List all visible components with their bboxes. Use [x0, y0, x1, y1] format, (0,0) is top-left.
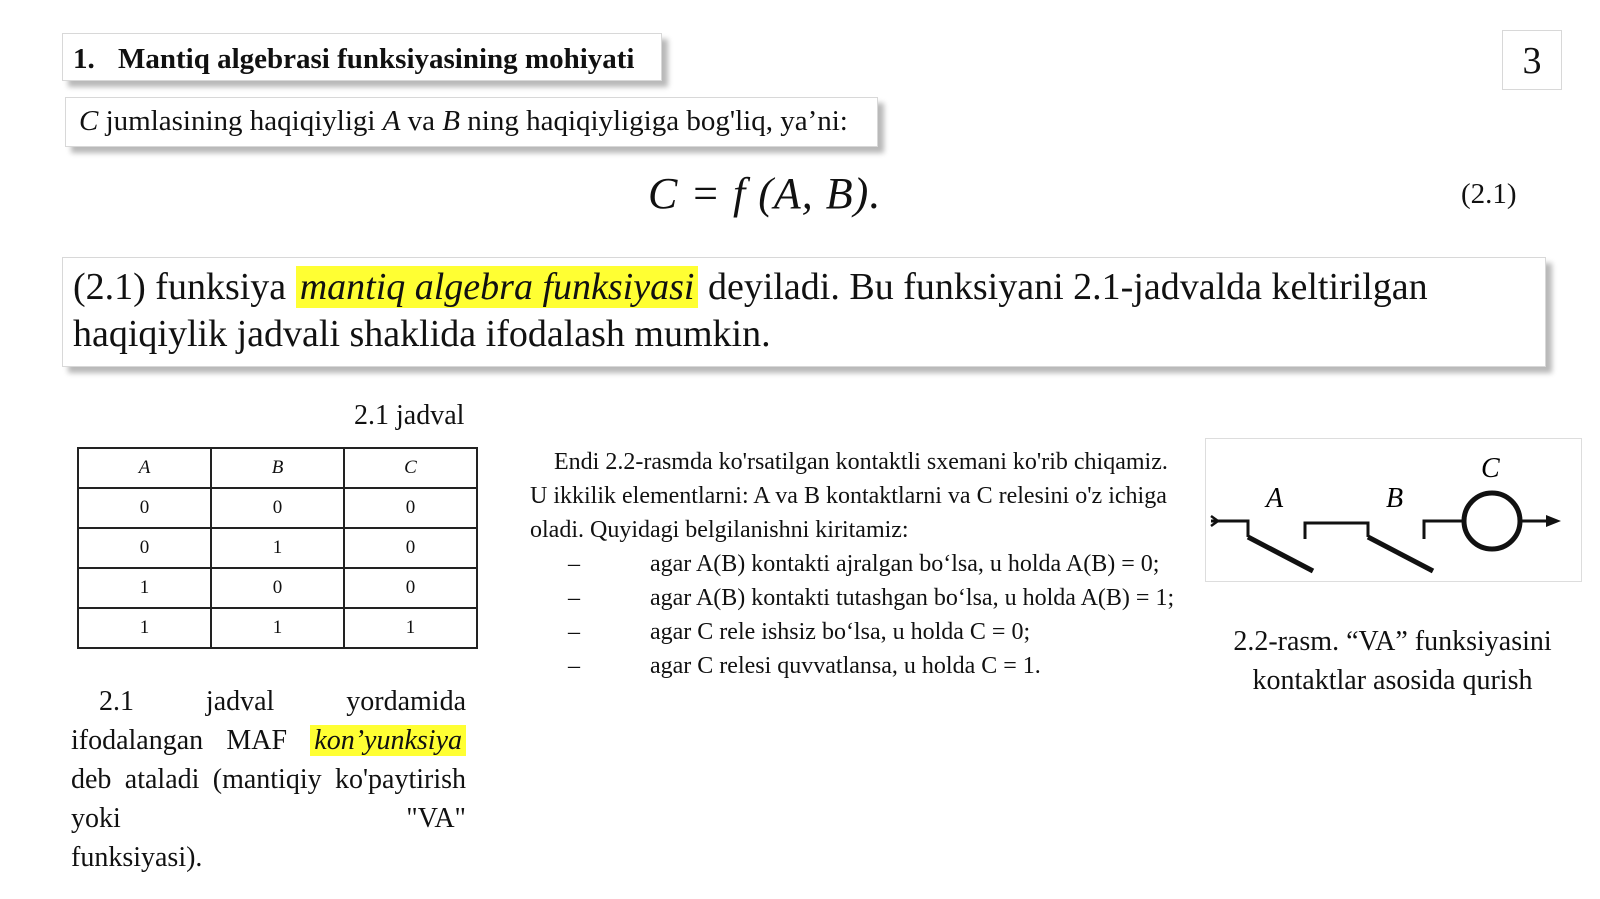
contact-item: [530, 649, 1185, 683]
output-arrow-icon: [1546, 515, 1561, 527]
formula: C = f (A, B).: [648, 169, 882, 218]
contact-diagram: [1205, 438, 1582, 582]
var-c: C: [79, 105, 99, 137]
dependency-box: [65, 97, 878, 147]
wire-b-out: [1424, 521, 1463, 539]
contact-intro: [530, 445, 1185, 547]
contact-diagram-svg: [1206, 439, 1581, 581]
page-number: 3: [1502, 30, 1562, 90]
contact-item-text: agar A(B) kontakti ajralgan bo‘lsa, u holda A(B) = 0;: [650, 551, 1160, 577]
contact-item: [530, 547, 1185, 581]
table-cell: 1: [344, 608, 477, 648]
table-header: A: [78, 448, 211, 488]
definition-prefix: (2.1) funksiya: [73, 266, 296, 308]
contact-intro-text: Endi 2.2-rasmda ko'rsatilgan kontaktli sxemani ko'rib chiqamiz. U ikkilik elementlarni: A va B kontaktlarni va C relesini o'z ichiga oladi. Quyidagi belgilanishni kiritamiz:: [530, 449, 1168, 543]
contact-item-text: agar A(B) kontakti tutashgan bo‘lsa, u holda A(B) = 1;: [650, 585, 1175, 611]
label-a: A: [1266, 483, 1284, 514]
formula-number: (2.1): [1461, 178, 1517, 210]
table-cell: 1: [78, 608, 211, 648]
definition-text: [73, 264, 1535, 358]
section-title: Mantiq algebrasi funksiyasining mohiyati: [118, 43, 635, 75]
table-row: [78, 528, 477, 568]
table-cell: 0: [211, 568, 344, 608]
section-title-box: [62, 33, 662, 81]
section-number: 1.: [73, 43, 95, 75]
relay-c-icon: [1464, 493, 1520, 549]
table-cell: 0: [344, 568, 477, 608]
contact-item: [530, 615, 1185, 649]
table-cell: 0: [78, 528, 211, 568]
table-header-row: [78, 448, 477, 488]
definition-highlight: mantiq algebra funksiyasi: [296, 266, 699, 308]
dash-bullet: –: [568, 653, 580, 679]
dash-bullet: –: [568, 619, 580, 645]
contact-b-icon: [1368, 537, 1433, 571]
dependency-text-3: ning haqiqiyligiga bog'liq, ya’ni:: [460, 105, 848, 137]
dependency-text-1: jumlasining haqiqiyligi: [98, 105, 383, 137]
maf-paragraph: [71, 682, 466, 877]
table-cell: 0: [211, 488, 344, 528]
dependency-text-2: va: [400, 105, 443, 137]
definition-box: [62, 257, 1546, 367]
table-row: [78, 608, 477, 648]
table-header: C: [344, 448, 477, 488]
table-caption: 2.1 jadval: [354, 400, 465, 431]
dash-bullet: –: [568, 551, 580, 577]
table-header: B: [211, 448, 344, 488]
label-c: C: [1481, 453, 1500, 484]
contact-paragraph: [530, 445, 1185, 683]
wire-ab: [1305, 523, 1368, 539]
table-cell: 1: [211, 528, 344, 568]
table-row: [78, 488, 477, 528]
contact-item-text: agar C relesi quvvatlansa, u holda C = 1.: [650, 653, 1041, 679]
dash-bullet: –: [568, 585, 580, 611]
table-cell: 1: [211, 608, 344, 648]
table-row: [78, 568, 477, 608]
contact-a-icon: [1248, 537, 1313, 571]
contact-item-text: agar C rele ishsiz bo‘lsa, u holda C = 0;: [650, 619, 1031, 645]
maf-highlight: kon’yunksiya: [310, 725, 466, 756]
truth-table: [77, 447, 478, 649]
definition-suffix: deyiladi. Bu funksiyani 2.1-jadvalda keltirilgan haqiqiylik jadvali shaklida ifodalash mumkin.: [73, 266, 1428, 355]
table-cell: 0: [344, 528, 477, 568]
var-b: B: [442, 105, 461, 137]
maf-line-2: deb ataladi (mantiqiy ko'paytirish yoki "VA": [71, 764, 466, 834]
table-cell: 0: [78, 488, 211, 528]
table-cell: 0: [344, 488, 477, 528]
label-b: B: [1386, 483, 1404, 514]
var-a: A: [382, 105, 401, 137]
contact-item: [530, 581, 1185, 615]
table-cell: 1: [78, 568, 211, 608]
figure-caption: 2.2-rasm. “VA” funksiyasini kontaktlar asosida qurish: [1233, 626, 1552, 696]
dependency-text: [79, 105, 848, 138]
maf-line-1: 2.1 jadval yordamida ifodalangan MAF: [71, 686, 466, 756]
maf-line-3: funksiyasi).: [71, 842, 203, 873]
